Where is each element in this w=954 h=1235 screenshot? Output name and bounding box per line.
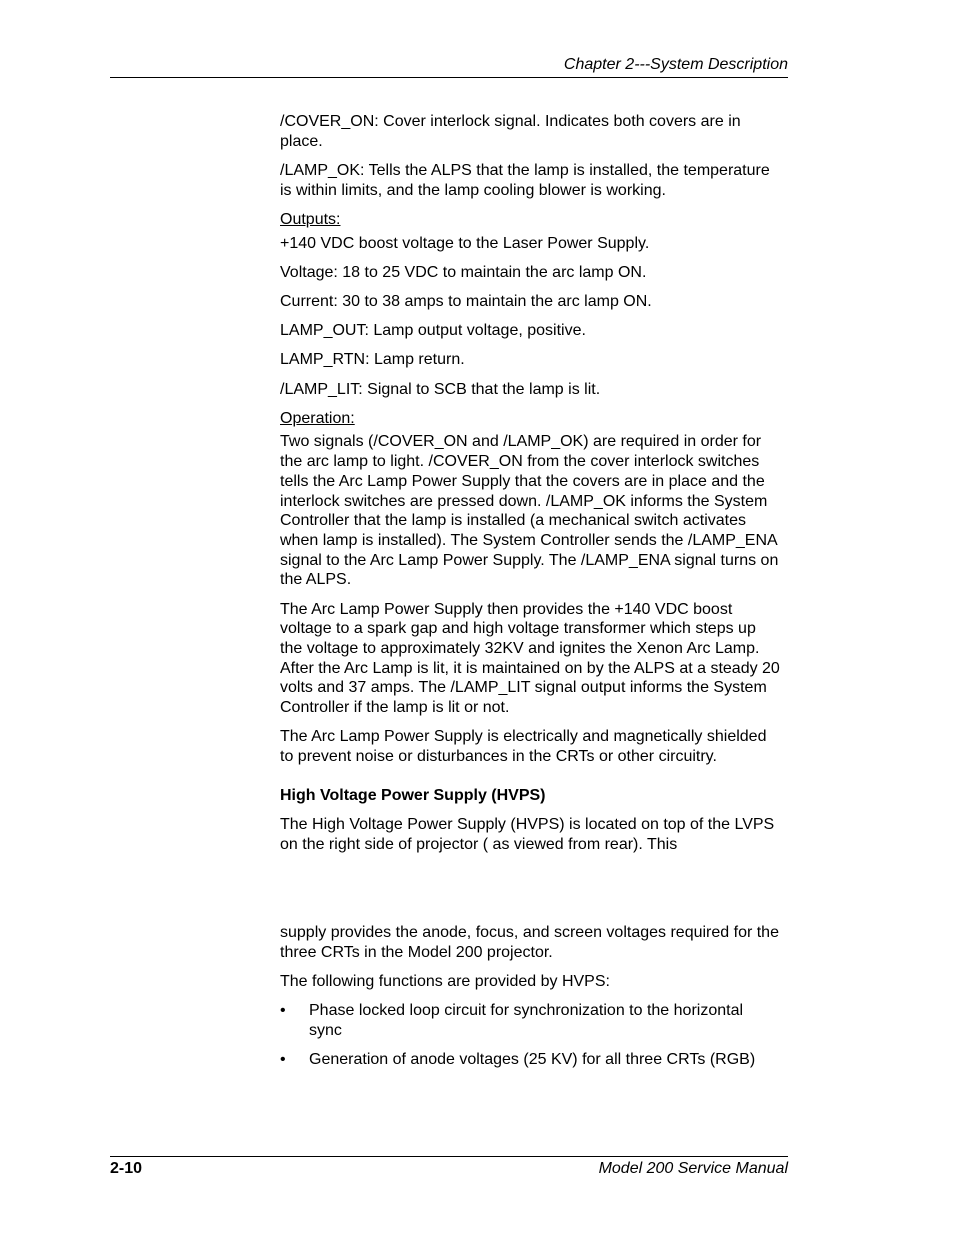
output-item: Voltage: 18 to 25 VDC to maintain the arc lamp ON. xyxy=(280,263,647,281)
paragraph-cover-on: /COVER_ON: Cover interlock signal. Indicates both covers are in place. xyxy=(280,113,741,150)
paragraph-lamp-ok: /LAMP_OK: Tells the ALPS that the lamp is installed, the temperature is within limits, and the lamp cooling blower is working. xyxy=(280,161,770,199)
list-item-text: Generation of anode voltages (25 KV) for all three CRTs (RGB) xyxy=(309,1051,756,1069)
operation-paragraph: The Arc Lamp Power Supply is electrically and magnetically shielded to prevent noise or disturbances in the CRTs or other circuitry. xyxy=(280,728,767,765)
page-body xyxy=(280,112,780,1080)
output-item: LAMP_OUT: Lamp output voltage, positive. xyxy=(280,322,586,340)
operation-paragraph: Two signals (/COVER_ON and /LAMP_OK) are required in order for the arc lamp to light. /COVER_ON from the cover interlock switches tells the Arc Lamp Power Supply that the covers are in place and the interlock switches are pressed down. /LAMP_OK informs the System Controller that the lamp is installed (a mechanical switch activates when lamp is installed). The System Controller sends the /LAMP_ENA signal to the Arc Lamp Power Supply. The /LAMP_ENA signal turns on the ALPS. xyxy=(280,433,779,589)
operation-heading: Operation: xyxy=(280,409,355,427)
bullet-icon: • xyxy=(280,1001,286,1019)
hvps-paragraph: The High Voltage Power Supply (HVPS) is located on top of the LVPS on the right side of projector ( as viewed from rear). This xyxy=(280,815,775,853)
page-header xyxy=(110,55,788,78)
page-break-gap xyxy=(280,864,780,923)
bullet-icon: • xyxy=(280,1051,286,1069)
hvps-section-heading: High Voltage Power Supply (HVPS) xyxy=(280,786,546,804)
chapter-title: Chapter 2---System Description xyxy=(563,56,788,73)
hvps-paragraph: supply provides the anode, focus, and screen voltages required for the three CRTs in the Model 200 projector. xyxy=(280,923,779,961)
output-item: /LAMP_LIT: Signal to SCB that the lamp is lit. xyxy=(280,380,601,398)
hvps-function-list xyxy=(280,1001,780,1070)
list-item xyxy=(280,1001,780,1040)
manual-title: Model 200 Service Manual xyxy=(598,1160,788,1177)
page-number: 2-10 xyxy=(110,1160,143,1177)
hvps-paragraph: The following functions are provided by HVPS: xyxy=(280,972,610,990)
list-item xyxy=(280,1050,780,1070)
operation-paragraph: The Arc Lamp Power Supply then provides the +140 VDC boost voltage to a spark gap and high voltage transformer which steps up the voltage to approximately 32KV and ignites the Xenon Arc Lamp. After the Arc Lamp is lit, it is maintained on by the ALPS at a steady 20 volts and 37 amps. The /LAMP_LIT signal output informs the System Controller if the lamp is lit or not. xyxy=(280,600,780,717)
outputs-heading: Outputs: xyxy=(280,210,341,228)
output-item: LAMP_RTN: Lamp return. xyxy=(280,351,465,369)
list-item-text: Phase locked loop circuit for synchronization to the horizontal sync xyxy=(309,1001,744,1039)
output-item: +140 VDC boost voltage to the Laser Power Supply. xyxy=(280,234,650,252)
output-item: Current: 30 to 38 amps to maintain the arc lamp ON. xyxy=(280,292,652,310)
page-footer xyxy=(110,1156,788,1179)
